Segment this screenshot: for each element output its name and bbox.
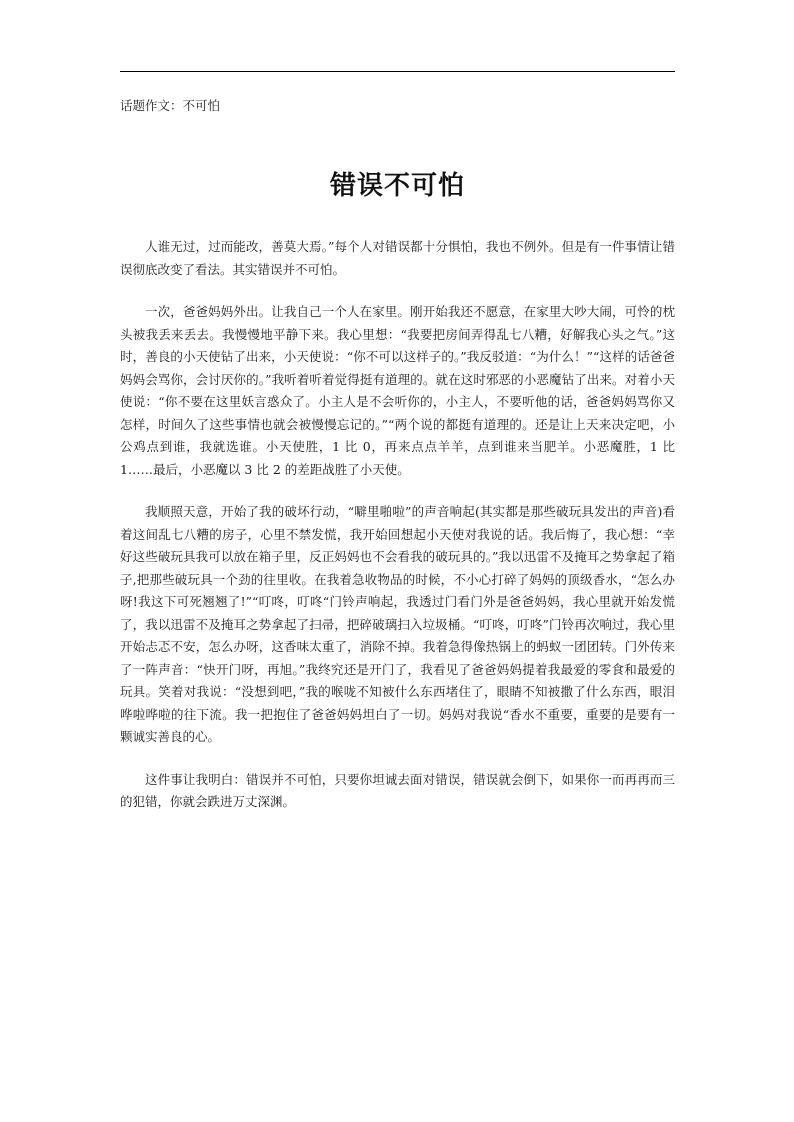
paragraph-3: 我顺照天意，开始了我的破坏行动，“噼里啪啦”的声音响起(其实都是那些破玩具发出的声音)看着这间乱七八糟的房子，心里不禁发慌，我开始回想起小天使对我说的话。我后悔了，我心想：“幸好这些破玩具我可以放在箱子里，反正妈妈也不会看我的破玩具的。”我以迅雷不及掩耳之势拿起了箱子,把那些破玩具一个劲的往里收。在我着急收物品的时候，不小心打碎了妈妈的顶级香水，“怎么办呀!我这下可死翘翘了!”“叮咚，叮咚“门铃声响起，我透过门看门外是爸爸妈妈，我心里就开始发慌了，我以迅雷不及掩耳之势拿起了扫帚，把碎破璃扫入垃圾桶。“叮咚，叮咚”门铃再次响过，我心里开始忐忑不安，怎么办呀，这香味太重了，消除不掉。我着急得像热锅上的蚂蚁一团团转。门外传来了一阵声音：“快开门呀，再旭。”我终究还是开门了，我看见了爸爸妈妈提着我最爱的零食和最爱的玩具。笑着对我说：“没想到吧，”我的喉咙不知被什么东西堵住了，眼睛不知被撒了什么东西，眼泪哗啦哗啦的往下流。我一把抱住了爸爸妈妈坦白了一切。妈妈对我说“香水不重要，重要的是要有一颗诚实善良的心。 bbox=[120, 504, 675, 744]
header-rule bbox=[120, 71, 675, 72]
paragraph-2: 一次，爸爸妈妈外出。让我自己一个人在家里。刚开始我还不愿意，在家里大吵大闹，可怜的枕头被我丢来丢去。我慢慢地平静下来。我心里想：“我要把房间弄得乱七八糟，好解我心头之气。”这时，善良的小天使钻了出来，小天使说：“你不可以这样子的。”我反驳道：“为什么！”“这样的话爸爸妈妈会骂你，会讨厌你的。”我听着听着觉得挺有道理的。就在这时邪恶的小恶魔钻了出来。对着小天使说：“你不要在这里妖言惑众了。小主人是不会听你的，小主人，不要听他的话，爸爸妈妈骂你又怎样，时间久了这些事情也就会被慢慢忘记的。”“两个说的都挺有道理的。还是让上天来决定吧，小公鸡点到谁，我就选谁。小天使胜，1 比 0，再来点点羊羊，点到谁来当肥羊。小恶魔胜，1 比 1……最后，小恶魔以 3 比 2 的差距战胜了小天使。 bbox=[120, 304, 675, 477]
topic-label: 话题作文：不可怕 bbox=[120, 98, 221, 113]
paragraph-1: 人谁无过，过而能改，善莫大焉。”每个人对错误都十分惧怕，我也不例外。但是有一件事情让错误彻底改变了看法。其实错误并不可怕。 bbox=[120, 239, 675, 277]
essay-body bbox=[120, 236, 675, 834]
paragraph-4: 这件事让我明白：错误并不可怕，只要你坦诚去面对错误，错误就会倒下，如果你一而再再而三的犯错，你就会跌进万丈深渊。 bbox=[120, 771, 675, 809]
essay-title: 错误不可怕 bbox=[329, 171, 465, 201]
